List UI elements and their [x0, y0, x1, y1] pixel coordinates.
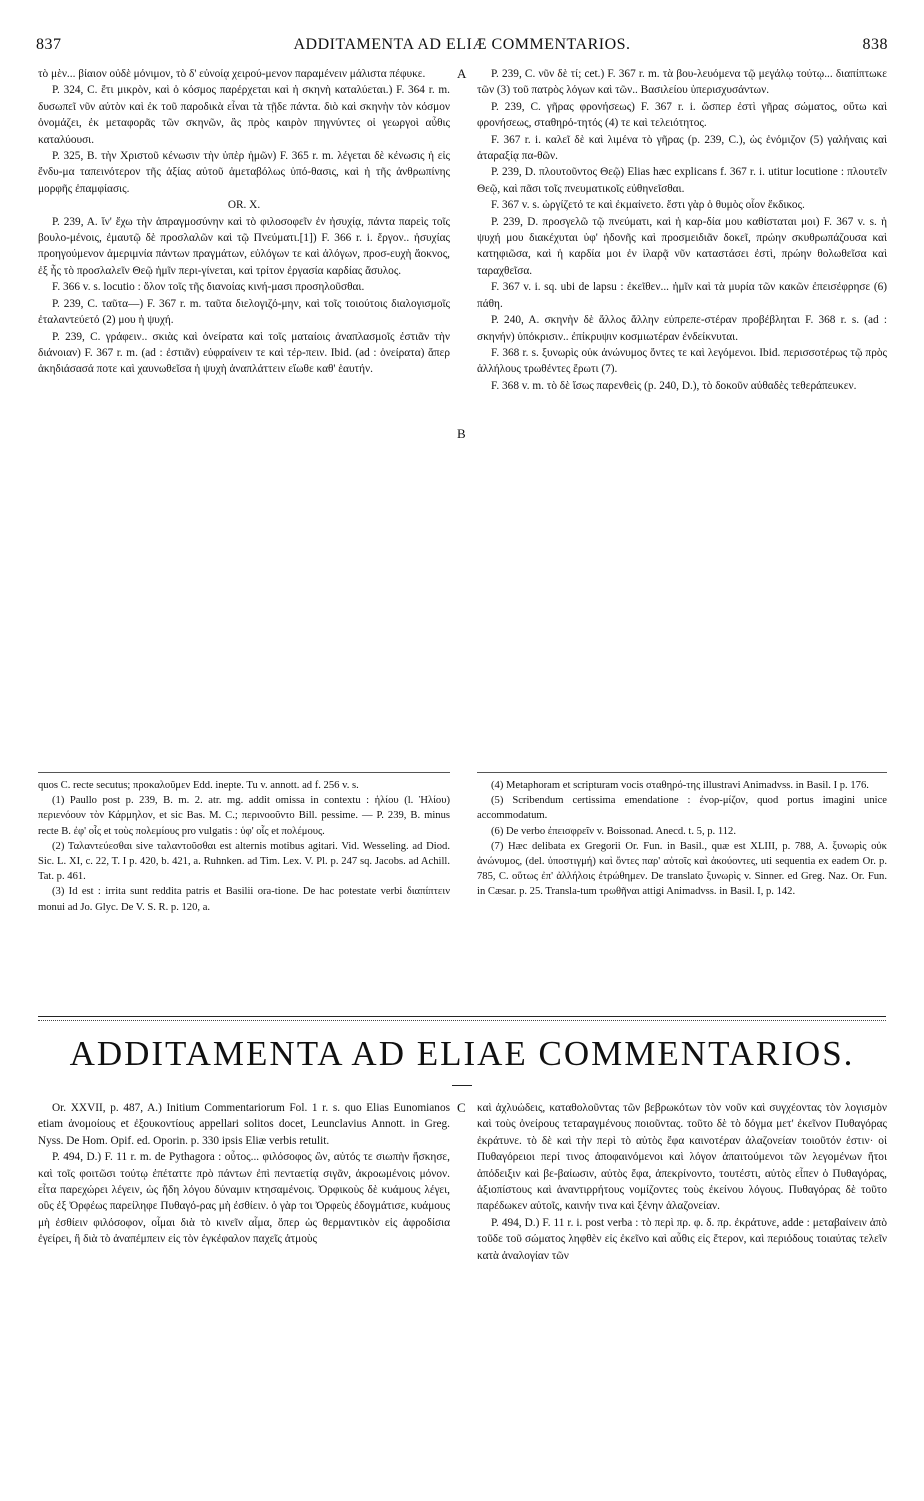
paragraph: P. 239, D. πλουτοῦντος Θεῷ) Elias hæc explicans f. 367 r. i. utitur locutione : πλουτεῖν Θεῷ, καὶ πᾶσι τοῖς πνευματικοῖς εὐθηνεῖσθαι. — [477, 166, 887, 195]
footnote: quos C. recte secutus; προκαλοῦμεν Edd. inepte. Tu v. annott. ad f. 256 v. s. — [38, 780, 359, 791]
right-column-bottom-text — [477, 1100, 887, 1264]
paragraph: Or. XXVII, p. 487, A.) Initium Commentariorum Fol. 1 r. s. quo Elias Eunomianos etiam ἀνομοίους et ἐξουκοντίους appellari solitos docet, Leunclavius Annott. in Greg. Nyss. De Hom. Opif. ed. Oporin. p. 330 ipsis Eliæ verbis retulit. — [38, 1102, 450, 1147]
footnote-rule — [38, 772, 450, 773]
footnote: (4) Metaphoram et scripturam vocis σταθηρό-της illustravi Animadvss. in Basil. I p. 176. — [491, 780, 869, 791]
footnote: (6) De verbo ἐπεισφρεῖν v. Boissonad. Anecd. t. 5, p. 112. — [491, 825, 736, 837]
section-heading: OR. X. — [227, 199, 261, 212]
paragraph: P. 239, A. ἵν' ἔχω τὴν ἀπραγμοσύνην καὶ τὸ φιλοσοφεῖν ἐν ἡσυχίᾳ, πάντα παρεὶς τοῖς βουλο-μένοις, ἐμαυτῷ δὲ προσλαλῶν καὶ τῷ Πνεύματι.[1]) F. 366 r. i. ἔργον.. ἡσυχίας προηγούμενον ἀμεριμνία πάντων πραγμάτων, εὐλόγων τε καὶ ἀλόγων, προσ-ευχὴ ἄοκνος, ἐξ ἧς τὸ προσλαλεῖν Θεῷ ἡμῖν περι-γίνεται, καὶ τρίτον ἐργασία καρδίας ἄσυλος. — [38, 215, 450, 277]
paragraph: P. 324, C. ἔτι μικρὸν, καὶ ὁ κόσμος παρέρχεται καὶ ἡ σκηνὴ καταλύεται.) F. 364 r. m. δυσωπεῖ νῦν αὐτὸν καὶ ἐκ τοῦ παροδικὰ εἶναι τὰ τῇδε πάντα. διὸ καὶ σκηνὴν τὸν κόσμον ὀνομάζει, ἐκ μεταφορᾶς τῶν σκηνῶν, ἃς πρὸς καιρὸν πηγνύντες οἱ γεωργοὶ αὖθις καταλύουσι. — [38, 84, 450, 146]
paragraph: F. 368 v. m. τὸ δὲ ἴσως παρενθεὶς (p. 240, D.), τὸ δοκοῦν αὐθαδὲς τεθεράπευκεν. — [491, 379, 857, 392]
footnote: (5) Scribendum certissima emendatione : ἐνορ-μίζον, quod portus imagini unice accommodatum. — [477, 795, 887, 822]
paragraph: F. 367 r. i. καλεῖ δὲ καὶ λιμένα τὸ γῆρας (p. 239, C.), ὡς ἐνόμιζον (5) γαλήναις καὶ ἀταραξίᾳ πα-θῶν. — [477, 133, 887, 163]
margin-marker-a: A — [457, 66, 467, 81]
paragraph: P. 239, C. γράφειν.. σκιὰς καὶ ὀνείρατα καὶ τοῖς ματαίοις ἀναπλασμοῖς ἐστιᾶν τὴν διάνοιαν) F. 367 r. m. (ad : ἐστιᾶν) εὐφραίνειν τε καὶ τέρ-πειν. Ibid. (ad : ὀνείρατα) ἅπερ ἀκηδιάσασά ποτε καὶ χαυνωθεῖσα ἡ ψυχὴ ἀναπλάττειν εἴωθε καθ' ἑαυτήν. — [38, 330, 450, 376]
footnote: (1) Paullo post p. 239, B. m. 2. atr. mg. addit omissa in contextu : ἡλίου (l. Ἡλίου) περιενόουν τὸν Κάρμηλον, et sic Bas. M. C.; περινοοῦντο Bill. pessime. — P. 239, B. minus recte B. ἐφ' οἷς et τοὺς πολεμίους pro vulgatis : ὑφ' οἷς et πολέμους. — [38, 795, 450, 837]
left-column-bottom-text — [38, 1100, 450, 1248]
left-column-text — [38, 66, 450, 378]
paragraph: F. 367 v. i. sq. ubi de lapsu : ἐκεῖθεν... ἡμῖν καὶ τὰ μυρία τῶν κακῶν ἐπεισέφρησε (6) πάθη. — [477, 281, 887, 310]
paragraph: P. 239, D. προσγελῶ τῷ πνεύματι, καὶ ἡ καρ-δία μου καθίσταται μοι) F. 367 v. s. ἡ ψυχή μου διακέχυται ὑφ' ἡδονῆς καὶ προσμειδιᾶν δοκεῖ, πρώην σκυθρωπάζουσα καὶ κατηφιῶσα, καὶ ἡ καρδία μοι ἐν ἱλαρᾷ νῦν καταστάσει ἐστὶ, πρώην θολωθεῖσα καὶ ταραχθεῖσα. — [477, 215, 887, 277]
section-divider — [38, 1016, 886, 1017]
paragraph: τὸ μὲν... βίαιον οὐδὲ μόνιμον, τὸ δ' εὐνοίᾳ χειρού-μενον παραμένειν μάλιστα πέφυκε. — [38, 68, 426, 80]
paragraph: P. 239, C. ταῦτα—) F. 367 r. m. ταῦτα διελογιζό-μην, καὶ τοῖς τοιούτοις διαλογισμοῖς ἐταλαντεύετό (2) μου ἡ ψυχή. — [38, 297, 450, 327]
paragraph: F. 366 v. s. locutio : ὅλον τοῖς τῆς διανοίας κινή-μασι προσηλοῦσθαι. — [52, 281, 365, 294]
paragraph: καὶ ἀχλυώδεις, καταθολοῦντας τῶν βεβρωκότων τὸν νοῦν καὶ συγχέοντας τὸν λογισμὸν καὶ τοὺς ὀνείρους τεταραγμένους ποιοῦντας. τοῦτο δὲ τὸ δόγμα μετ' ἐκεῖνον Πυθαγόρας ἐκράτυνε. τὸ δὲ καὶ τὴν περὶ τὸ αὐτὸς ἔφα καινοτέραν ἀλαζονείαν τοιοῦτόν ἐστιν· οἱ Πυθαγόρειοι περί τινος ἀποφαινόμενοι καὶ λόγον ἀπαιτούμενοι τῶν λεγομένων ἤτοι ἀπόδειξιν καὶ βε-βαίωσιν, αὐτὸς ἔφα, ἀπεκρίνοντο, τουτέστι, αὐτὸς εἶπεν ὁ Πυθαγόρας, ἀξιοπίστους καὶ ἀναντιρρήτους νομίζοντες τοὺς ἐκείνου λόγους. Πυθαγόρας δὲ τοῦτο παρέδωκεν αὐτοῖς, καινήν τινα καὶ ξένην ἀλαζονείαν. — [477, 1102, 887, 1213]
paragraph: F. 368 r. s. ξυνωρὶς οὐκ ἀνώνυμος ὄντες τε καὶ λεγόμενοι. Ibid. περισσοτέρως τῷ πρὸς ἀλλήλους τρωθέντες ἔρωτι (7). — [477, 346, 887, 376]
page-number-right: 838 — [862, 36, 888, 53]
running-title: ADDITAMENTA AD ELIÆ COMMENTARIOS. — [293, 36, 631, 53]
footnote: (7) Hæc delibata ex Gregorii Or. Fun. in Basil., quæ est XLIII, p. 788, A. ξυνωρὶς οὐκ ἀνώνυμος, (del. ὑποστιγμή) καὶ ὄντες παρ' αὐτοῖς καὶ ἀκούοντες, uti sequentia ex eadem Or. p. 785, C. οὕτως ἐπ' ἀλλήλοις ἐτρώθημεν. De translato ξυνωρὶς v. Sinner. ed Greg. Naz. Or. Fun. in Cæsar. p. 25. Transla-tum τρωθῆναι attigi Animadvss. in Basil. I, p. 142. — [477, 840, 887, 898]
left-footnotes — [38, 778, 450, 915]
paragraph: F. 367 v. s. ὠργίζετό τε καὶ ἐκμαίνετο. ἔστι γὰρ ὁ θυμὸς οἷον ἔκδικος. — [491, 199, 805, 212]
page-number-left: 837 — [36, 36, 62, 53]
paragraph: P. 325, B. τὴν Χριστοῦ κένωσιν τὴν ὑπὲρ ἡμῶν) F. 365 r. m. λέγεται δὲ κένωσις ἡ εἰς ἔνδυ-μα ταπεινότερον τῆς ἀξίας αὐτοῦ ἀμεταβόλως ὑπό-θασις, καὶ ἡ τῆς ἀνθρωπίνης μορφῆς ἐπαμφίασις. — [38, 150, 450, 195]
footnote-rule — [477, 772, 887, 773]
footnote: (3) Id est : irrita sunt reddita patris et Basilii ora-tione. De hac potestate verbi διαπίπτειν monui ad Jo. Glyc. De V. S. R. p. 120, a. — [38, 886, 450, 913]
paragraph: P. 494, D.) F. 11 r. i. post verba : τὸ περὶ πρ. φ. δ. πρ. ἐκράτυνε, adde : μεταβαίνειν ἀπὸ τοῦδε τοῦ σώματος ληφθὲν εἰς ἐκεῖνο καὶ αὖθις εἰς ἕτερον, καὶ περιόδους τοιαύτας τελεῖν κατὰ ἀναλογίαν τῶν — [477, 1216, 887, 1262]
paragraph: P. 494, D.) F. 11 r. m. de Pythagora : οὗτος... φιλόσοφος ὢν, αὐτός τε σιωπὴν ἤσκησε, καὶ τοῖς φοιτῶσι τούτῳ ἐπέταττε πρὸ πάντων ἐπὶ πενταετίᾳ σιγᾶν, ἀκροωμένοις μόνον. εἶτα παρεχώρει λέγειν, ὡς ἤδη λόγου δύναμιν κτησαμένοις. Ὀρφικοὺς δὲ κυάμους λέγει, οὓς ἐξ Ὀρφέως παρείληφε Πυθαγό-ρας μὴ ἐσθίειν. ὁ γὰρ τοι Ὀρφεὺς ἐδογμάτισε, κυάμους μὴ ἐσθίειν φιλόσοφον, οἶμαι διὰ τὸ κινεῖν αἷμα, ὅπερ ὡς θερμαντικὸν εἰς ἀφροδίσια ἐγείρει, ἢ διὰ τὸ ἀναπέμπειν εἰς τὸν ἐγκέφαλον παχεῖς ἀτμοὺς — [38, 1151, 450, 1246]
paragraph: P. 239, C. γῆρας φρονήσεως) F. 367 r. i. ὥσπερ ἐστὶ γῆρας σώματος, οὕτω καὶ φρονήσεως, σταθηρό-τητός (4) τε καὶ τελειότητος. — [477, 100, 887, 130]
margin-marker-b: B — [457, 426, 466, 441]
paragraph: P. 239, C. νῦν δὲ τί; cet.) F. 367 r. m. τὰ βου-λευόμενα τῷ μεγάλῳ τούτῳ... διαπίπτωκε τῶν (3) τοῦ πατρὸς λόγων καὶ τῶν.. Βασιλείου ὑπερισχυσάντων. — [477, 68, 887, 97]
title-dash — [452, 1085, 472, 1086]
footnote: (2) Ταλαντεύεσθαι sive ταλαντοῦσθαι est alternis motibus agitari. Vid. Wesseling. ad Diod. Sic. L. XI, c. 22, T. I p. 420, b. 421, a. Ruhnken. ad Tim. Lex. V. Pl. p. 247 sq. Jacobs. ad Achill. Tat. p. 461. — [38, 840, 450, 883]
paragraph: P. 240, A. σκηνὴν δὲ ἄλλος ἄλλην εὐπρεπε-στέραν προβέβληται F. 368 r. s. (ad : σκηνήν) ὑπόκρισιν.. ἐπίκρυψιν κοσμιωτέραν ἐνδείκνυται. — [477, 314, 887, 343]
section-title: ADDITAMENTA AD ELIAE COMMENTARIOS. — [69, 1034, 855, 1073]
margin-marker-c: C — [457, 1100, 466, 1115]
right-footnotes — [477, 778, 887, 900]
page-header — [36, 36, 888, 60]
section-divider-dotted — [38, 1020, 886, 1021]
right-column-text — [477, 66, 887, 394]
